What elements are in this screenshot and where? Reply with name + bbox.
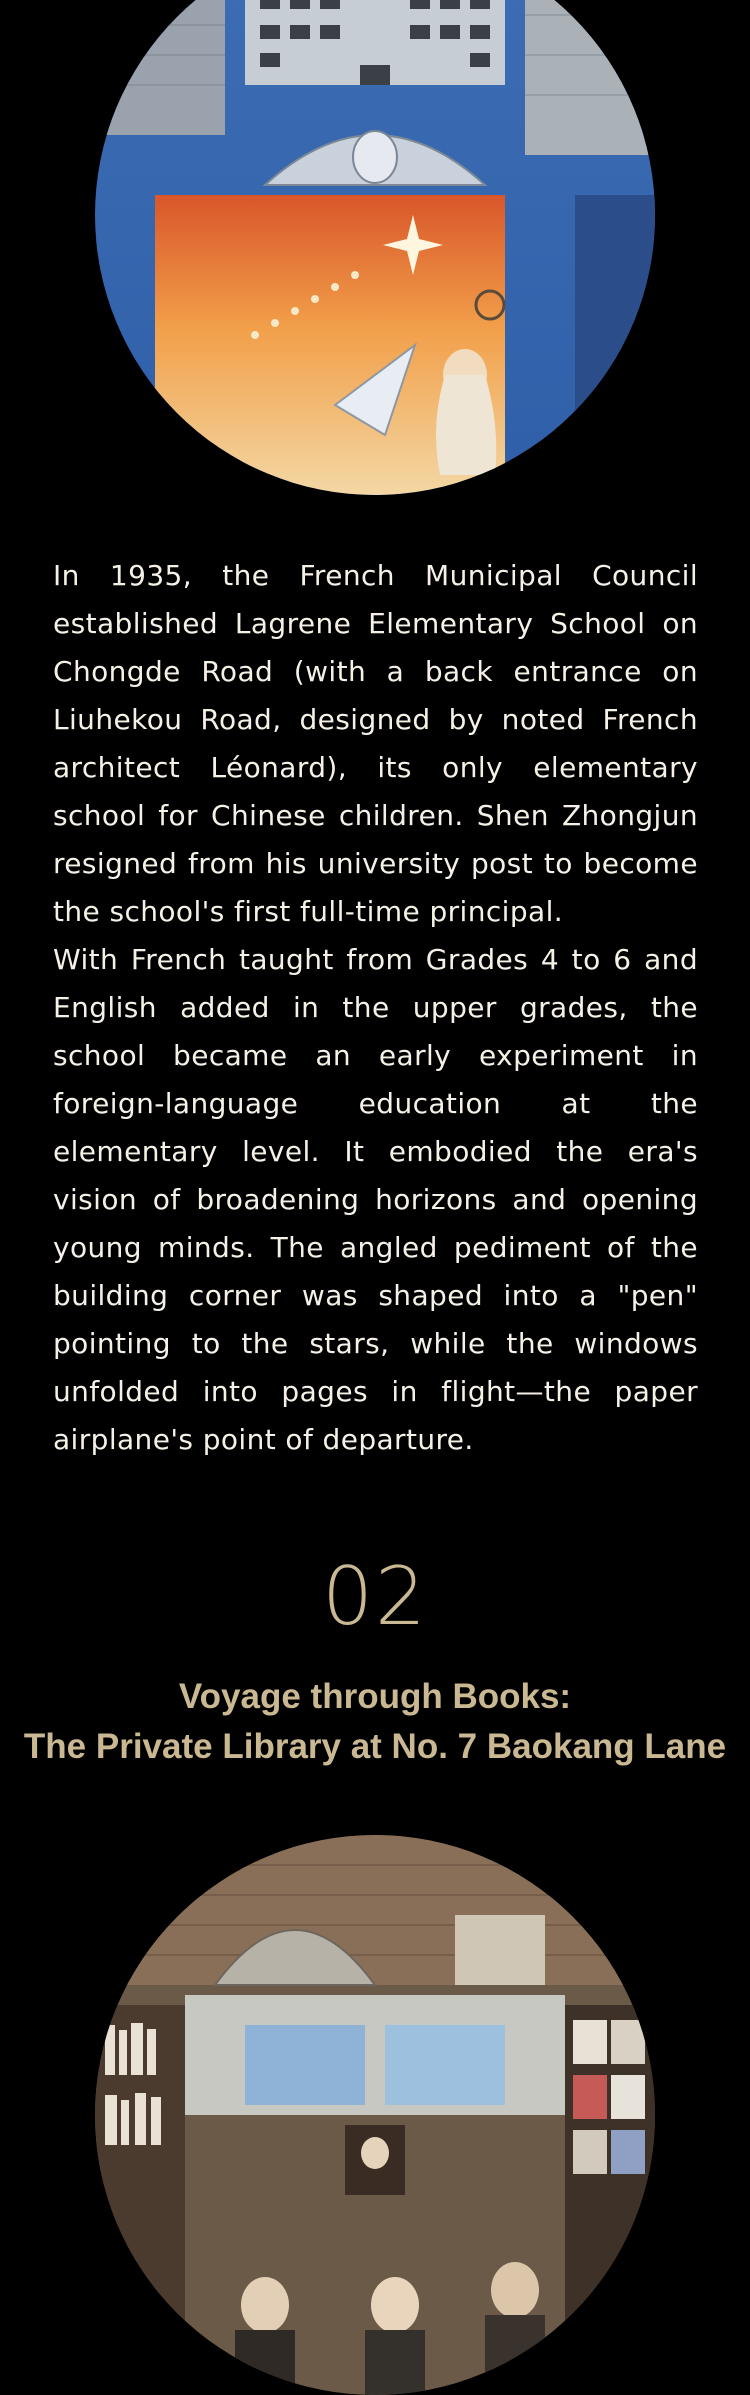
- section-title-line-2: The Private Library at No. 7 Baokang Lane: [23, 1727, 727, 1766]
- intro-paragraph: In 1935, the French Municipal Council established Lagrene Elementary School on Chongde Road (with a back entrance on Liuhekou Road, designed by noted French architect Léonard), its only elementary school for Chinese children. Shen Zhongjun resigned from his university post to become the school's first full-time principal.: [53, 559, 698, 928]
- school-painting-image: [95, 0, 655, 495]
- education-paragraph: With French taught from Grades 4 to 6 and English added in the upper grades, the school became an early experiment in foreign-language education at the elementary level. It embodied the era's vision of broadening horizons and opening young minds. The angled pediment of the building corner was shaped into a "pen" pointing to the stars, while the windows unfolded into pages in flight—the paper airplane's point of departure.: [53, 943, 698, 1456]
- library-painting-image: [95, 1835, 655, 2395]
- section-number: 02: [322, 1550, 428, 1643]
- section-title-line-1: Voyage through Books:: [178, 1677, 572, 1716]
- section-title: [0, 1672, 750, 1772]
